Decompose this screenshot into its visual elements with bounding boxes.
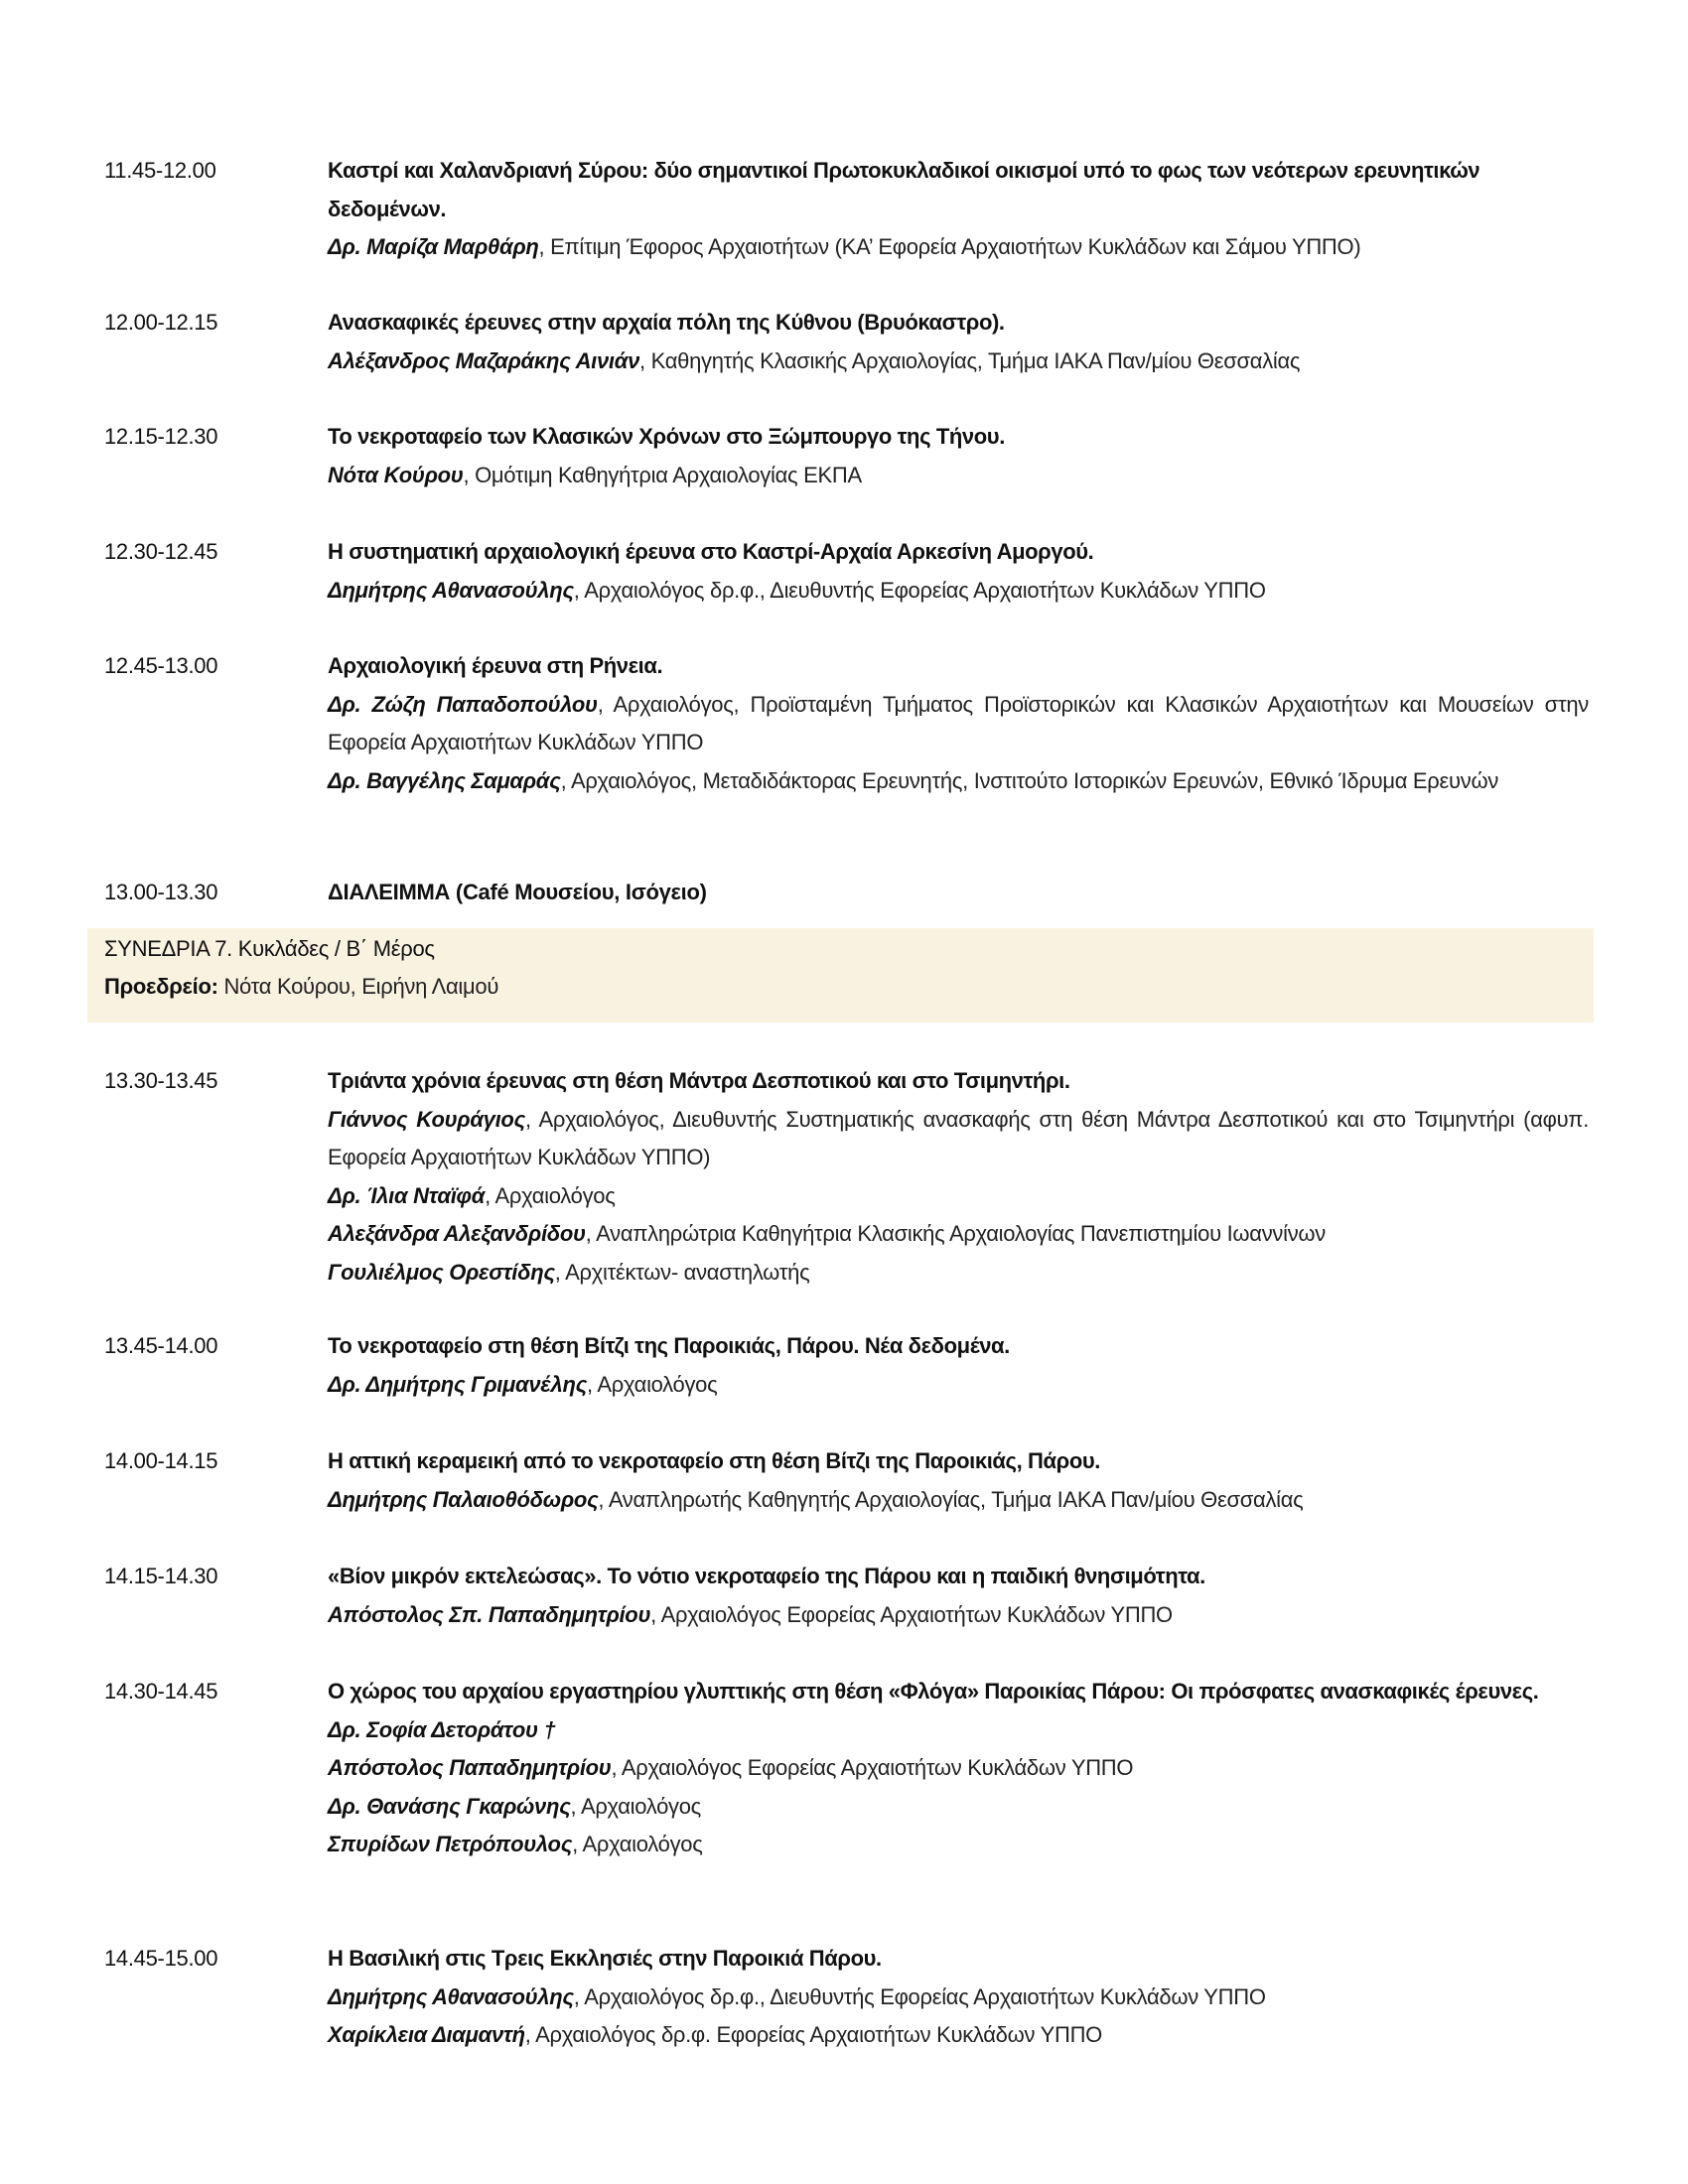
talk-title: Καστρί και Χαλανδριανή Σύρου: δύο σημαντικοί Πρωτοκυκλαδικοί οικισμοί υπό το φως των νεότερων ερευνητικών δεδομένων. — [328, 158, 1480, 221]
entry-content — [328, 418, 1589, 494]
speaker-name: Δρ. Βαγγέλης Σαμαράς — [328, 767, 561, 793]
talk-title: Αρχαιολογική έρευνα στη Ρήνεια. — [328, 653, 663, 678]
entry-content — [328, 874, 1589, 912]
speaker-name: Γουλιέλμος Ορεστίδης — [328, 1259, 555, 1285]
entry-content — [328, 1673, 1589, 1864]
speaker-name: Αλέξανδρος Μαζαράκης Αινιάν — [328, 347, 640, 373]
talk-title: Το νεκροταφείο των Κλασικών Χρόνων στο Ξώμπουργο της Τήνου. — [328, 424, 1005, 449]
entry-time: 14.15-14.30 — [104, 1564, 218, 1588]
speaker-affiliation: , Αρχαιολόγος — [570, 1793, 701, 1819]
speaker-name: Δρ. Μαρίζα Μαρθάρη — [328, 234, 539, 259]
speaker — [328, 1366, 1589, 1405]
speaker-affiliation: , Καθηγητής Κλασικής Αρχαιολογίας, Τμήμα ΙΑΚΑ Παν/μίου Θεσσαλίας — [639, 347, 1301, 373]
speaker-affiliation: , Αρχαιολόγος, Διευθυντής Συστηματικής ανασκαφής στη θέση Μάντρα Δεσποτικού και στο Τσιμηντήρι (αφυπ. Εφορεία Αρχαιοτήτων Κυκλάδων ΥΠΠΟ) — [328, 1106, 1590, 1169]
entry-time: 13.00-13.30 — [104, 880, 218, 904]
speaker-name: Νότα Κούρου — [328, 462, 464, 487]
speaker — [328, 1826, 1589, 1864]
entry-content — [328, 647, 1589, 800]
talk-title: Η Βασιλική στις Τρεις Εκκλησιές στην Παροικιά Πάρου. — [328, 1946, 882, 1971]
speaker-affiliation: , Αρχαιολόγος δρ.φ., Διευθυντής Εφορείας Αρχαιοτήτων Κυκλάδων ΥΠΠΟ — [573, 577, 1266, 603]
speaker-name: Δημήτρης Παλαιοθόδωρος — [328, 1486, 599, 1512]
entry-time: 12.15-12.30 — [104, 424, 218, 449]
speaker-name: Δημήτρης Αθανασούλης — [328, 577, 574, 603]
speaker — [328, 1215, 1589, 1254]
speaker — [328, 1101, 1589, 1177]
speaker-name: Αλεξάνδρα Αλεξανδρίδου — [328, 1221, 586, 1246]
talk-title: Το νεκροταφείο στη θέση Βίτζι της Παροικιάς, Πάρου. Νέα δεδομένα. — [328, 1333, 1010, 1358]
speaker-affiliation: , Επίτιμη Έφορος Αρχαιοτήτων (ΚΑ’ Εφορεία Αρχαιοτήτων Κυκλάδων και Σάμου ΥΠΠΟ) — [538, 234, 1361, 259]
session-banner — [87, 928, 1594, 1023]
entry-time: 13.45-14.00 — [104, 1333, 218, 1358]
speaker — [328, 1481, 1589, 1520]
speaker — [328, 228, 1589, 267]
speaker-affiliation: , Ομότιμη Καθηγήτρια Αρχαιολογίας ΕΚΠΑ — [463, 462, 862, 487]
entry-time: 14.45-15.00 — [104, 1946, 218, 1971]
talk-title: Η αττική κεραμεική από το νεκροταφείο στη θέση Βίτζι της Παροικιάς, Πάρου. — [328, 1448, 1100, 1473]
chairs-names: Νότα Κούρου, Ειρήνη Λαιμού — [217, 974, 499, 999]
entry-time: 12.45-13.00 — [104, 653, 218, 678]
entry-content — [328, 304, 1589, 380]
speaker-affiliation: , Αρχαιολόγος, Μεταδιδάκτορας Ερευνητής, Ινστιτούτο Ιστορικών Ερευνών, Εθνικό Ίδρυμα Ερευνών — [560, 767, 1499, 793]
speaker-name: Δρ. Ζώζη Παπαδοπούλου — [328, 691, 598, 717]
speaker — [328, 1711, 1589, 1750]
speaker-name: Σπυρίδων Πετρόπουλος — [328, 1832, 573, 1856]
speaker-name: Δρ. Δημήτρης Γριμανέλης — [328, 1371, 587, 1397]
speaker-affiliation: , Αρχαιολόγος δρ.φ. Εφορείας Αρχαιοτήτων Κυκλάδων ΥΠΠΟ — [524, 2022, 1102, 2047]
entry-time: 14.30-14.45 — [104, 1679, 218, 1704]
speaker — [328, 342, 1589, 381]
speaker — [328, 1788, 1589, 1827]
speaker — [328, 457, 1589, 495]
speaker-name: Χαρίκλεια Διαμαντή — [328, 2022, 525, 2047]
entry-content — [328, 1940, 1589, 2055]
speaker — [328, 762, 1589, 801]
session-title: ΣΥΝΕΔΡΙΑ 7. Κυκλάδες / Β΄ Μέρος — [104, 936, 435, 961]
speaker-name: Δημήτρης Αθανασούλης — [328, 1983, 574, 2009]
talk-title: Ανασκαφικές έρευνες στην αρχαία πόλη της Κύθνου (Βρυόκαστρο). — [328, 310, 1005, 335]
speaker-name: Απόστολος Παπαδημητρίου — [328, 1755, 612, 1780]
talk-title: Τριάντα χρόνια έρευνας στη θέση Μάντρα Δεσποτικού και στο Τσιμηντήρι. — [328, 1068, 1070, 1093]
speaker-name: Γιάννος Κουράγιος — [328, 1106, 525, 1132]
speaker-affiliation: , Αρχαιολόγος δρ.φ., Διευθυντής Εφορείας Αρχαιοτήτων Κυκλάδων ΥΠΠΟ — [573, 1983, 1266, 2009]
entry-time: 13.30-13.45 — [104, 1068, 218, 1093]
entry-content — [328, 533, 1589, 610]
speaker-affiliation: , Αρχιτέκτων- αναστηλωτής — [554, 1259, 810, 1285]
speaker-affiliation: , Αρχαιολόγος, Προϊσταμένη Τμήματος Προϊστορικών και Κλασικών Αρχαιοτήτων και Μουσείων στην Εφορεία Αρχαιοτήτων Κυκλάδων ΥΠΠΟ — [328, 691, 1589, 754]
talk-title: Ο χώρος του αρχαίου εργαστηρίου γλυπτικής στη θέση «Φλόγα» Παροικίας Πάρου: Οι πρόσφατες ανασκαφικές έρευνες. — [328, 1679, 1539, 1704]
entry-content — [328, 1327, 1589, 1404]
speaker — [328, 2016, 1589, 2055]
talk-title: «Βίον μικρόν εκτελεώσας». Το νότιο νεκροταφείο της Πάρου και η παιδική θνησιμότητα. — [328, 1564, 1205, 1588]
speaker-affiliation: , Αναπληρωτής Καθηγητής Αρχαιολογίας, Τμήμα ΙΑΚΑ Παν/μίου Θεσσαλίας — [598, 1486, 1304, 1512]
speaker-affiliation: , Αρχαιολόγος — [572, 1832, 703, 1856]
entry-content — [328, 1062, 1589, 1292]
speaker — [328, 1177, 1589, 1216]
break-label: ΔΙΑΛΕΙΜΜΑ (Café Μουσείου, Ισόγειο) — [328, 880, 707, 904]
speaker-affiliation: , Αρχαιολόγος — [485, 1182, 616, 1208]
entry-time: 11.45-12.00 — [104, 158, 216, 183]
speaker — [328, 572, 1589, 611]
talk-title: Η συστηματική αρχαιολογική έρευνα στο Καστρί-Αρχαία Αρκεσίνη Αμοργού. — [328, 539, 1094, 564]
speaker-name: Δρ. Θανάσης Γκαρώνης — [328, 1793, 571, 1819]
speaker-name: Δρ. Ίλια Νταϊφά — [328, 1182, 486, 1208]
session-chairs — [104, 968, 498, 1006]
speaker-affiliation: , Αρχαιολόγος Εφορείας Αρχαιοτήτων Κυκλάδων ΥΠΠΟ — [611, 1755, 1134, 1780]
speaker-name: Δρ. Σοφία Δετοράτου † — [328, 1716, 556, 1742]
entry-time: 12.00-12.15 — [104, 310, 218, 335]
speaker — [328, 1254, 1589, 1293]
chairs-label: Προεδρείο: — [104, 974, 218, 999]
entry-time: 12.30-12.45 — [104, 539, 218, 564]
speaker-name: Απόστολος Σπ. Παπαδημητρίου — [328, 1601, 651, 1627]
speaker — [328, 1596, 1589, 1635]
entry-content — [328, 1558, 1589, 1634]
entry-content — [328, 1442, 1589, 1519]
speaker — [328, 1979, 1589, 2017]
speaker-affiliation: , Αναπληρώτρια Καθηγήτρια Κλασικής Αρχαιολογίας Πανεπιστημίου Ιωαννίνων — [585, 1221, 1326, 1246]
speaker-affiliation: , Αρχαιολόγος — [587, 1371, 718, 1397]
speaker — [328, 1749, 1589, 1788]
entry-content — [328, 152, 1589, 267]
speaker-affiliation: , Αρχαιολόγος Εφορείας Αρχαιοτήτων Κυκλάδων ΥΠΠΟ — [650, 1601, 1173, 1627]
speaker — [328, 686, 1589, 762]
entry-time: 14.00-14.15 — [104, 1448, 218, 1473]
